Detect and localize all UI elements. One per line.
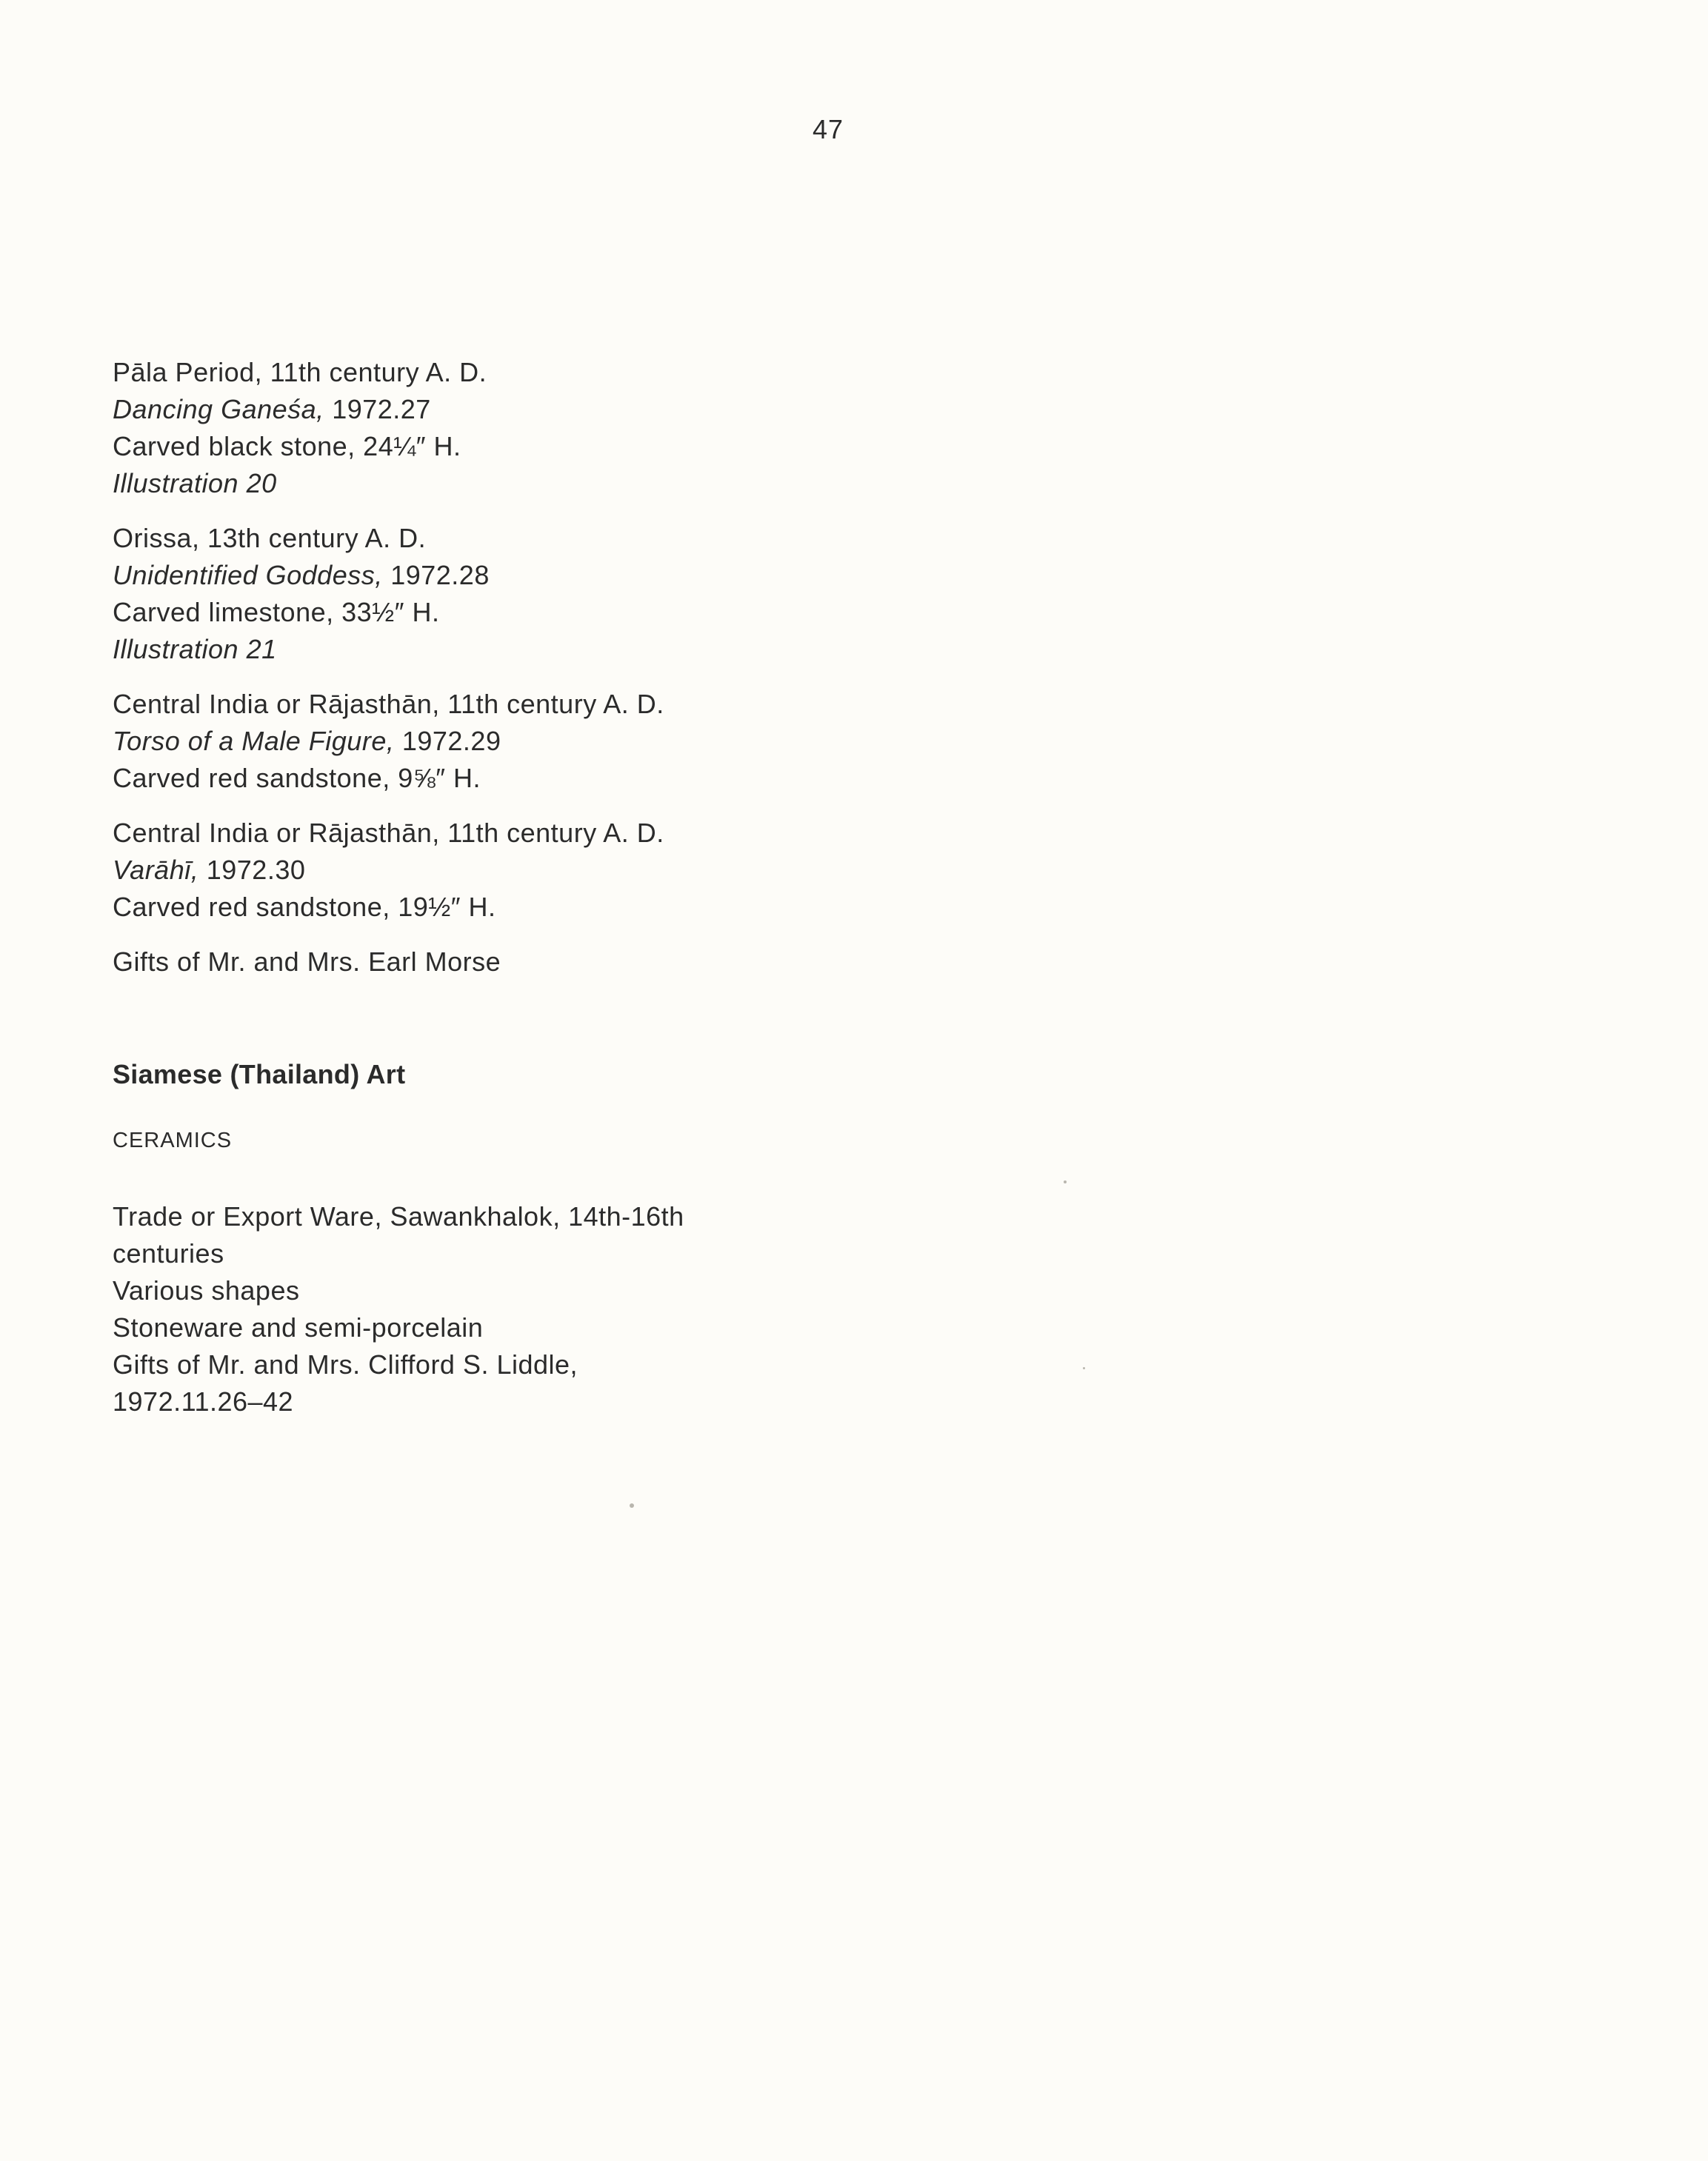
ceramics-entry <box>113 1198 927 1420</box>
entry-title: Dancing Ganeśa, <box>113 394 324 424</box>
gifts-credit: Gifts of Mr. and Mrs. Earl Morse <box>113 946 501 977</box>
entry-title-line <box>113 391 927 428</box>
paper-speck <box>1064 1180 1067 1183</box>
entry-title: Varāhī, <box>113 855 199 885</box>
catalog-entry <box>113 354 927 502</box>
entry-period: Central India or Rājasthān, 11th century A. D. <box>113 689 664 719</box>
entry-material: Carved black stone, 24¼″ H. <box>113 431 461 461</box>
entry-period: Pāla Period, 11th century A. D. <box>113 357 487 387</box>
entry-material: Carved limestone, 33½″ H. <box>113 597 440 627</box>
entry-accession: 1972.27 <box>324 394 431 424</box>
entry-illustration: Illustration 20 <box>113 468 277 498</box>
entry-title: Torso of a Male Figure, <box>113 726 395 756</box>
entry-illustration: Illustration 21 <box>113 634 277 664</box>
entry-accession: 1972.30 <box>199 855 306 885</box>
paper-speck <box>630 1503 634 1508</box>
entry-material: Carved red sandstone, 9⅝″ H. <box>113 763 481 793</box>
entry-title-line <box>113 557 927 594</box>
entry-accession: 1972.29 <box>394 726 501 756</box>
entry-period: Orissa, 13th century A. D. <box>113 523 427 553</box>
ceramics-line: Stoneware and semi-porcelain <box>113 1312 484 1343</box>
ceramics-line: Trade or Export Ware, Sawankhalok, 14th-16th <box>113 1201 684 1232</box>
entry-title-line <box>113 723 927 760</box>
ceramics-line: Gifts of Mr. and Mrs. Clifford S. Liddle, <box>113 1349 578 1380</box>
page-number: 47 <box>812 114 844 144</box>
section-heading: Siamese (Thailand) Art <box>113 1059 406 1089</box>
section-subheading: CERAMICS <box>113 1129 233 1152</box>
ceramics-line: Various shapes <box>113 1275 300 1306</box>
catalog-entry <box>113 815 927 926</box>
catalog-entry <box>113 686 927 797</box>
catalog-entry <box>113 520 927 668</box>
paper-speck <box>1083 1367 1085 1369</box>
entry-title-line <box>113 852 927 889</box>
catalog-content <box>113 354 927 1420</box>
entry-accession: 1972.28 <box>382 560 490 590</box>
entry-title: Unidentified Goddess, <box>113 560 383 590</box>
entry-material: Carved red sandstone, 19½″ H. <box>113 892 496 922</box>
entry-period: Central India or Rājasthān, 11th century A. D. <box>113 818 664 848</box>
ceramics-line: centuries <box>113 1238 224 1269</box>
ceramics-line: 1972.11.26–42 <box>113 1386 294 1417</box>
